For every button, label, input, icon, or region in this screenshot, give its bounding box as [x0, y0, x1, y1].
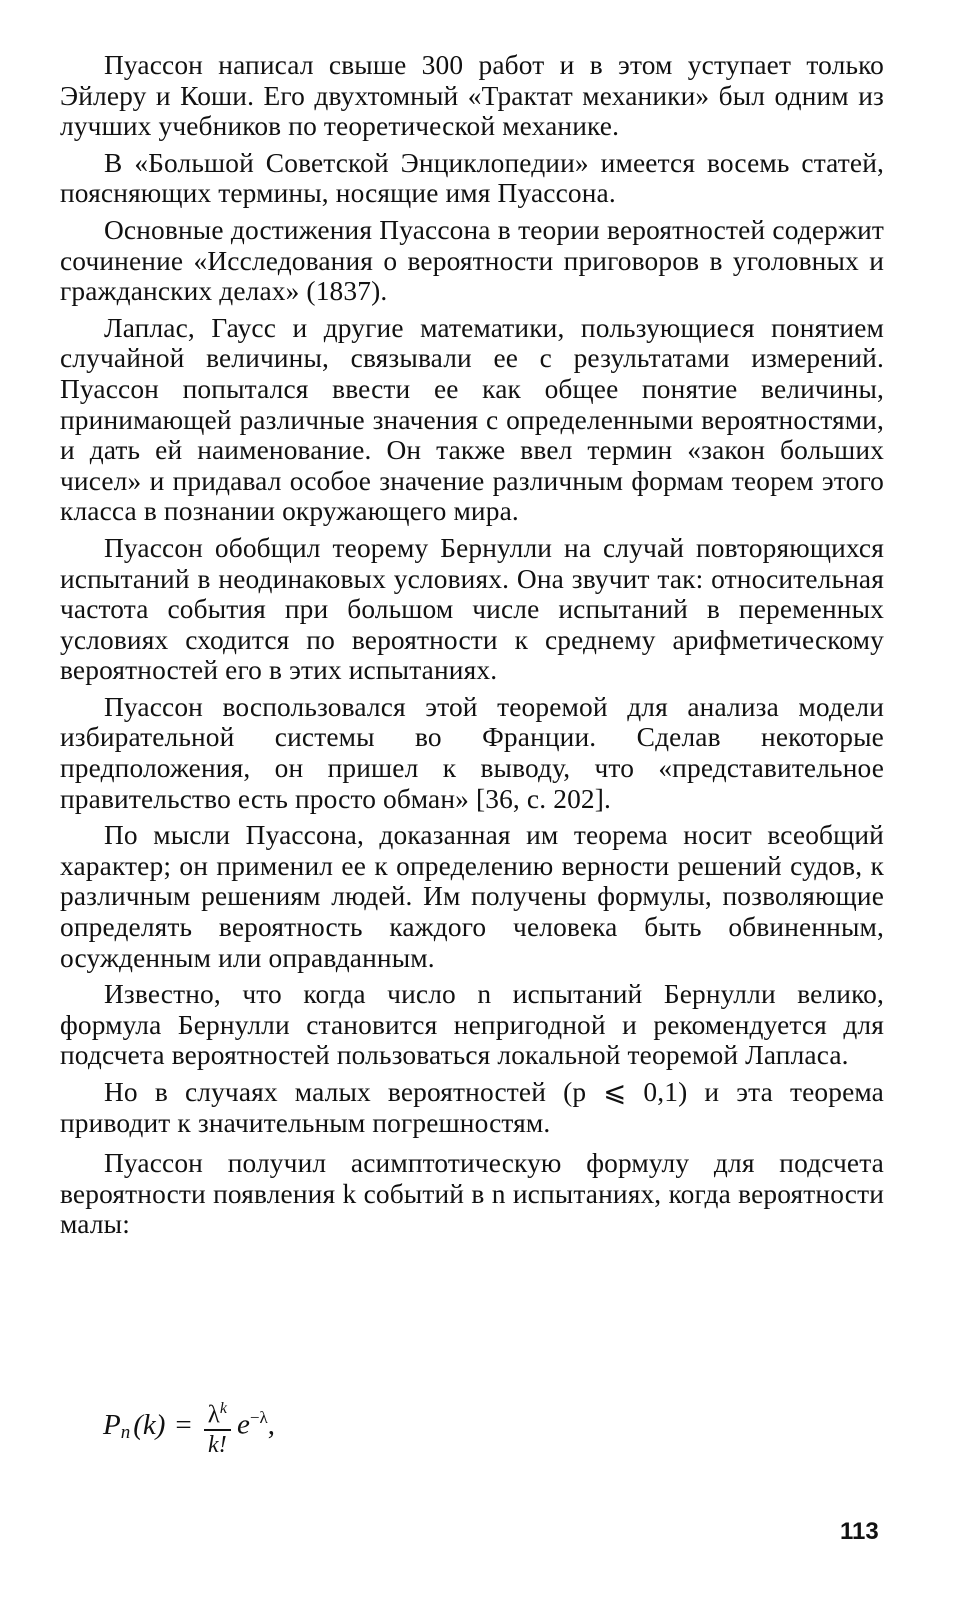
paragraph-7: По мысли Пуассона, доказанная им теорема носит всеобщий характер; он применил ее к определению верности решений судов, к различным решениям людей. Им получены формулы, позволяющие определять вероятность каждого человека быть обвиненным, осужденным или оправданным.	[60, 820, 884, 973]
paragraph-5: Пуассон обобщил теорему Бернулли на случай повторяющихся испытаний в неодинаковых условиях. Она звучит так: относительная частота события при большом числе испытаний в переменных условиях сходится по вероятности к среднему арифметическому вероятностей его в этих испытаниях.	[60, 532, 884, 686]
paragraph-4: Лаплас, Гаусс и другие математики, пользующиеся понятием случайной величины, связывали ее с результатами измерений. Пуассон попытался ввести ее как общее понятие величины, принимающей различные значения с определенными вероятностями, и дать ей наименование. Он также ввел термин «закон больших чисел» и придавал особое значение различным формам теорем этого класса в познании окружающего мира.	[60, 312, 884, 527]
formula-numerator-base: λ	[207, 1401, 220, 1429]
page-body	[60, 50, 884, 1246]
paragraph-10: Пуассон получил асимптотическую формулу для подсчета вероятности появления k событий в n испытаниях, когда вероятности малы:	[60, 1148, 884, 1240]
formula-lhs-subscript: n	[120, 1422, 131, 1443]
formula-exp-base: e	[237, 1408, 250, 1441]
paragraph-2: В «Большой Советской Энциклопедии» имеется восемь статей, поясняющих термины, носящие имя Пуассона.	[60, 147, 884, 209]
paragraph-3: Основные достижения Пуассона в теории вероятностей содержит сочинение «Исследования о вероятности приговоров в уголовных и гражданских делах» (1837).	[60, 214, 884, 307]
paragraph-1: Пуассон написал свыше 300 работ и в этом уступает только Эйлеру и Коши. Его двухтомный «Трактат механики» был одним из лучших учебников по теоретической механике.	[60, 50, 884, 142]
formula-fraction	[204, 1395, 231, 1459]
page-number: 113	[840, 1518, 879, 1545]
paragraph-6: Пуассон воспользовался этой теоремой для анализа модели избирательной системы во Франции. Сделав некоторые предположения, он пришел к выводу, что «представительное правительство есть просто обман» [36, с. 202].	[60, 691, 884, 814]
formula-lhs-arg: (k)	[133, 1408, 166, 1441]
formula-denominator: k!	[208, 1432, 227, 1459]
formula-equals: =	[175, 1408, 192, 1441]
formula-trailing-comma: ,	[267, 1408, 275, 1441]
formula-exponential	[237, 1408, 268, 1442]
paragraph-9: Но в случаях малых вероятностей (p ⩽ 0,1) и эта теорема приводит к значительным погрешностям.	[60, 1077, 884, 1138]
formula-numerator	[204, 1395, 231, 1429]
poisson-formula	[103, 1390, 275, 1460]
paragraph-8: Известно, что когда число n испытаний Бернулли велико, формула Бернулли становится непригодной и рекомендуется для подсчета вероятностей пользоваться локальной теоремой Лапласа.	[60, 979, 884, 1071]
formula-lhs-symbol: P	[103, 1408, 121, 1441]
formula-numerator-exp: k	[219, 1399, 227, 1417]
formula-exp-power: −λ	[249, 1408, 268, 1428]
